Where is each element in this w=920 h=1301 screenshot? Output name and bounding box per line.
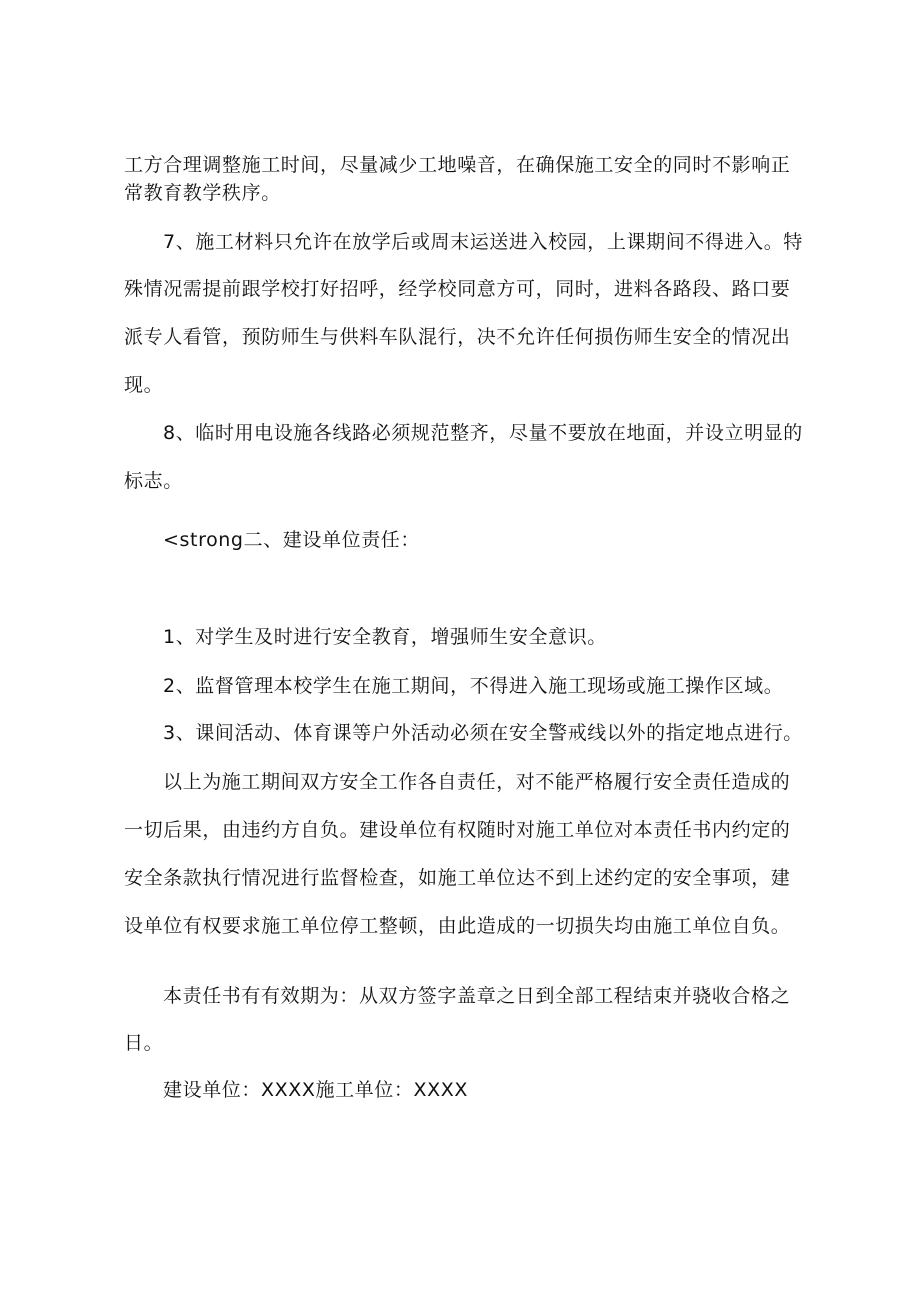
paragraph-8-line-2: 标志。 (124, 470, 183, 492)
item-2: 2、监督管理本校学生在施工期间，不得进入施工现场或施工操作区域。 (163, 675, 784, 697)
validity-line-1: 本责任书有有效期为：从双方签字盖章之日到全部工程结束并骁收合格之 (163, 985, 791, 1007)
paragraph-continued-line-1: 工方合理调整施工时间，尽量减少工地噪音，在确保施工安全的同时不影响正 (124, 154, 791, 176)
paragraph-7-line-4: 现。 (124, 374, 164, 396)
item-1: 1、对学生及时进行安全教育，增强师生安全意识。 (163, 626, 607, 648)
paragraph-7-line-1: 7、施工材料只允许在放学后或周末运送进入校园，上课期间不得进入。特 (163, 231, 803, 253)
paragraph-continued-line-2: 常教育教学秩序。 (124, 182, 281, 204)
summary-line-1: 以上为施工期间双方安全工作各自责任，对不能严格履行安全责任造成的 (163, 771, 791, 793)
validity-line-2: 日。 (124, 1032, 164, 1054)
paragraph-7-line-3: 派专人看管，预防师生与供料车队混行，决不允许任何损伤师生安全的情况出 (124, 326, 791, 348)
paragraph-7-line-2: 殊情况需提前跟学校打好招呼，经学校同意方可，同时，进料各路段、路口要 (124, 278, 791, 300)
section-heading-2: <strong二、建设单位责任： (163, 529, 420, 551)
summary-line-2: 一切后果，由违约方自负。建设单位有权随时对施工单位对本责任书内约定的 (124, 819, 791, 841)
paragraph-8-line-1: 8、临时用电设施各线路必须规范整齐，尽量不要放在地面，并设立明显的 (163, 422, 803, 444)
summary-line-4: 设单位有权要求施工单位停工整顿，由此造成的一切损失均由施工单位自负。 (124, 915, 791, 937)
signature-line: 建设单位：XXXX施工单位：XXXX (163, 1079, 468, 1101)
item-3: 3、课间活动、体育课等户外活动必须在安全警戒线以外的指定地点进行。 (163, 722, 803, 744)
summary-line-3: 安全条款执行情况进行监督检查，如施工单位达不到上述约定的安全事项，建 (124, 867, 791, 889)
